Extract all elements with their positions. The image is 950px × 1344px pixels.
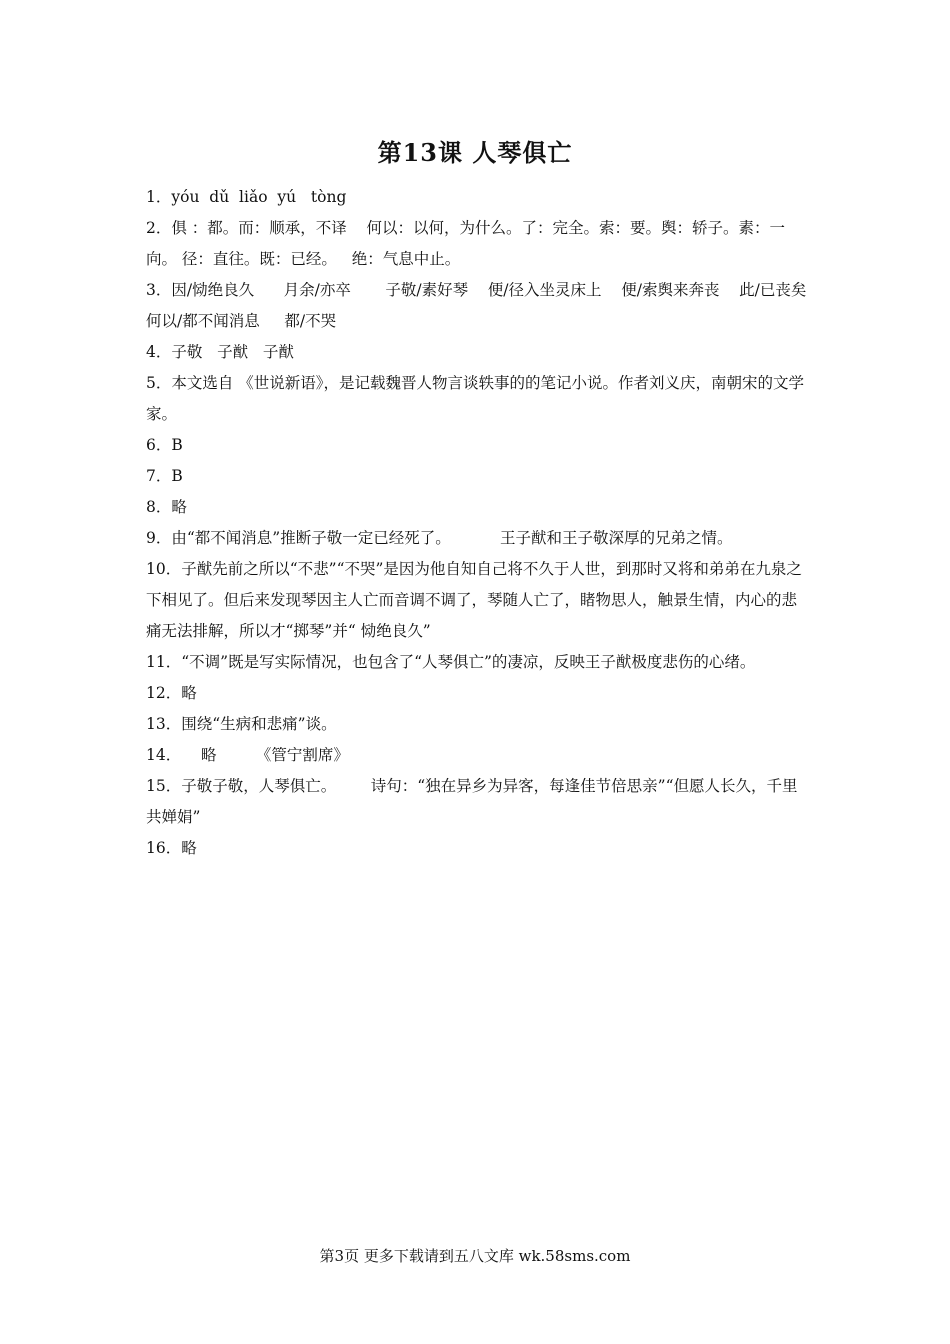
answer-text: yóu dǔ liǎo yú tòng [171,188,347,206]
answer-item [146,430,812,461]
answer-text: 俱 ：都。而：顺承，不译 何以：以何，为什么。了：完全。索：要。舆：轿子。素：一向。 径：直往。既：已经。 绝：气息中止。 [146,219,786,268]
answer-item [146,523,812,554]
answer-number: 15． [146,777,182,795]
answer-number: 9． [146,529,172,547]
answer-number: 3． [146,281,172,299]
answer-item [146,213,812,275]
answer-text: 子敬子敬，人琴俱亡。 诗句：“独在异乡为异客，每逢佳节倍思亲”“但愿人长久，千里共婵娟” [146,777,798,826]
answer-number: 16． [146,839,182,857]
answer-item [146,368,812,430]
answer-number: 6． [146,436,172,454]
answer-item [146,709,812,740]
answer-number: 5． [146,374,172,392]
answer-number: 7． [146,467,172,485]
answer-number: 8． [146,498,172,516]
answer-number: 4． [146,343,172,361]
answer-text: 略 [181,684,197,702]
answer-item [146,461,812,492]
answer-text: 本文选自 《世说新语》，是记载魏晋人物言谈轶事的的笔记小说。作者刘义庆，南朝宋的文学家。 [146,374,805,423]
answer-text: B [171,467,183,485]
answer-item [146,337,812,368]
answer-text: 子猷先前之所以“不悲”“不哭”是因为他自知自己将不久于人世，到那时又将和弟弟在九泉之下相见了。但后来发现琴因主人亡而音调不调了，琴随人亡了，睹物思人，触景生情，内心的悲痛无法排解，所以才“掷琴”并“ 恸绝良久” [146,560,802,640]
answer-text: 围绕“生病和悲痛”谈。 [181,715,337,733]
answer-item [146,833,812,864]
answer-item [146,492,812,523]
answer-text: 略 《管宁割席》 [181,746,349,764]
answer-text: 由“都不闻消息”推断子敬一定已经死了。 王子猷和王子敬深厚的兄弟之情。 [171,529,733,547]
answer-number: 11． [146,653,182,671]
answer-number: 2． [146,219,172,237]
answer-number: 14． [146,746,182,764]
answer-item [146,275,876,337]
answer-text: 子敬 子猷 子猷 [171,343,294,361]
answer-text: B [171,436,183,454]
answer-item [146,182,812,213]
answer-text: 略 [181,839,197,857]
answer-text: “不调”既是写实际情况，也包含了“人琴俱亡”的凄凉，反映王子猷极度悲伤的心绪。 [181,653,756,671]
answer-number: 13． [146,715,182,733]
answer-item [146,678,812,709]
answer-item [146,554,812,647]
answer-number: 1． [146,188,172,206]
answer-list [146,182,876,864]
answer-item [146,740,812,771]
page-footer: 第3页 更多下载请到五八文库 wk.58sms.com [319,1247,631,1265]
page-title: 第13课 人琴俱亡 [377,138,573,167]
answer-number: 10． [146,560,182,578]
answer-item [146,647,812,678]
answer-text: 略 [171,498,187,516]
answer-number: 12． [146,684,182,702]
answer-item [146,771,812,833]
answer-text: 因/恸绝良久 月余/亦卒 子敬/素好琴 便/径入坐灵床上 便/索舆来奔丧 此/已丧矣 何以/都不闻消息 都/不哭 [146,281,876,330]
